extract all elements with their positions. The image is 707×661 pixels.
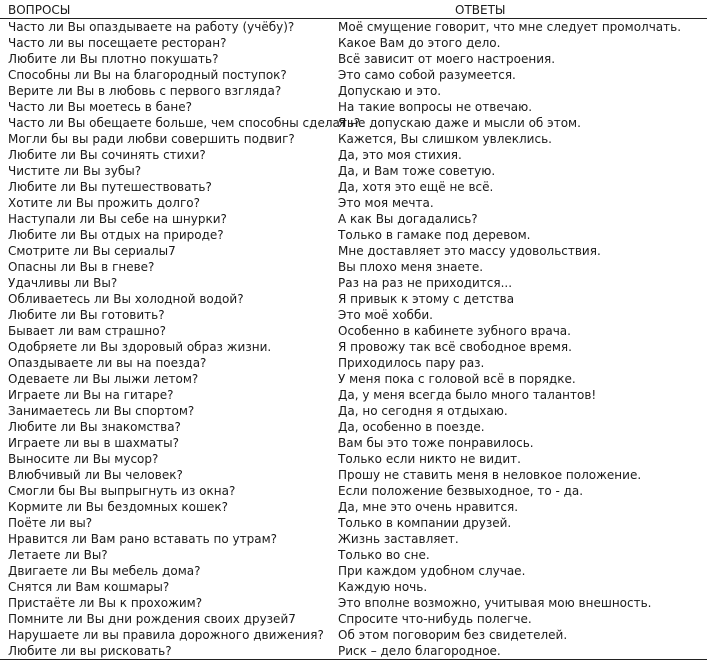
answer-cell: Какое Вам до этого дело.	[338, 36, 501, 50]
question-cell: Любите ли Вы путешествовать?	[8, 180, 212, 194]
question-cell: Любите ли Вы знакомства?	[8, 420, 181, 434]
table-row	[0, 355, 707, 371]
question-cell: Верите ли Вы в любовь с первого взгляда?	[8, 84, 282, 98]
question-cell: Способны ли Вы на благородный поступок?	[8, 68, 287, 82]
question-cell: Могли бы вы ради любви совершить подвиг?	[8, 132, 295, 146]
answer-cell: Приходилось пару раз.	[338, 356, 485, 370]
table-row	[0, 275, 707, 291]
table-row	[0, 547, 707, 563]
table-row	[0, 515, 707, 531]
answer-cell: Риск – дело благородное.	[338, 644, 501, 658]
answer-cell: Прошу не ставить меня в неловкое положение.	[338, 468, 642, 482]
answer-cell: Мне доставляет это массу удовольствия.	[338, 244, 601, 258]
question-cell: Нравится ли Вам рано вставать по утрам?	[8, 532, 277, 546]
question-cell: Нарушаете ли вы правила дорожного движения?	[8, 628, 324, 642]
answer-cell: При каждом удобном случае.	[338, 564, 526, 578]
answer-cell: Только во сне.	[338, 548, 430, 562]
question-cell: Поёте ли вы?	[8, 516, 93, 530]
table-row	[0, 147, 707, 163]
question-cell: Любите ли Вы готовить?	[8, 308, 165, 322]
answer-cell: Особенно в кабинете зубного врача.	[338, 324, 571, 338]
answer-cell: Всё зависит от моего настроения.	[338, 52, 556, 66]
answer-cell: Вам бы это тоже понравилось.	[338, 436, 534, 450]
questions-column-header: ВОПРОСЫ	[8, 3, 71, 17]
table-row	[0, 643, 707, 660]
question-cell: Занимаетесь ли Вы спортом?	[8, 404, 195, 418]
table-row	[0, 211, 707, 227]
table-row	[0, 227, 707, 243]
question-cell: Обливаетесь ли Вы холодной водой?	[8, 292, 244, 306]
answer-cell: Это моя мечта.	[338, 196, 434, 210]
table-row	[0, 531, 707, 547]
table-row	[0, 243, 707, 259]
answer-cell: Я не допускаю даже и мысли об этом.	[338, 116, 581, 130]
answer-cell: Это вполне возможно, учитывая мою внешность.	[338, 596, 652, 610]
table-header	[0, 0, 707, 19]
table-row	[0, 579, 707, 595]
answer-cell: Об этом поговорим без свидетелей.	[338, 628, 568, 642]
table-body	[0, 19, 707, 660]
answer-cell: Спросите что-нибудь полегче.	[338, 612, 532, 626]
table-row	[0, 435, 707, 451]
table-row	[0, 83, 707, 99]
table-row	[0, 307, 707, 323]
table-row	[0, 467, 707, 483]
answer-cell: Да, мне это очень нравится.	[338, 500, 519, 514]
question-cell: Одеваете ли Вы лыжи летом?	[8, 372, 199, 386]
answer-cell: Да, но сегодня я отдыхаю.	[338, 404, 508, 418]
answer-cell: Да, это моя стихия.	[338, 148, 462, 162]
question-cell: Играете ли вы в шахматы?	[8, 436, 180, 450]
question-cell: Хотите ли Вы прожить долго?	[8, 196, 200, 210]
table-row	[0, 451, 707, 467]
table-row	[0, 419, 707, 435]
table-row	[0, 339, 707, 355]
answer-cell: Это моё хобби.	[338, 308, 433, 322]
table-row	[0, 291, 707, 307]
question-cell: Летаете ли Вы?	[8, 548, 108, 562]
table-row	[0, 323, 707, 339]
question-cell: Пристаёте ли Вы к прохожим?	[8, 596, 203, 610]
question-cell: Часто ли вы посещаете ресторан?	[8, 36, 227, 50]
table-row	[0, 371, 707, 387]
answer-cell: Да, и Вам тоже советую.	[338, 164, 496, 178]
answer-cell: На такие вопросы не отвечаю.	[338, 100, 533, 114]
table-row	[0, 611, 707, 627]
question-cell: Выносите ли Вы мусор?	[8, 452, 159, 466]
table-row	[0, 19, 707, 35]
question-cell: Любите ли Вы сочинять стихи?	[8, 148, 206, 162]
table-row	[0, 115, 707, 131]
question-cell: Любите ли Вы плотно покушать?	[8, 52, 219, 66]
question-cell: Чистите ли Вы зубы?	[8, 164, 142, 178]
answer-cell: Да, особенно в поезде.	[338, 420, 485, 434]
question-cell: Опасны ли Вы в гневе?	[8, 260, 155, 274]
table-row	[0, 259, 707, 275]
question-cell: Часто ли Вы обещаете больше, чем способны сделать?	[8, 116, 361, 130]
question-cell: Смотрите ли Вы сериалы7	[8, 244, 176, 258]
answer-cell: Это само собой разумеется.	[338, 68, 516, 82]
question-cell: Удачливы ли Вы?	[8, 276, 118, 290]
question-cell: Смогли бы Вы выпрыгнуть из окна?	[8, 484, 236, 498]
answer-cell: Раз на раз не приходится...	[338, 276, 513, 290]
question-cell: Кормите ли Вы бездомных кошек?	[8, 500, 228, 514]
question-cell: Любите ли вы рисковать?	[8, 644, 172, 658]
answer-cell: Допускаю и это.	[338, 84, 442, 98]
question-cell: Бывает ли вам страшно?	[8, 324, 166, 338]
table-row	[0, 51, 707, 67]
answer-cell: А как Вы догадались?	[338, 212, 478, 226]
table-row	[0, 67, 707, 83]
answer-cell: Я привык к этому с детства	[338, 292, 515, 306]
table-row	[0, 563, 707, 579]
table-row	[0, 403, 707, 419]
answer-cell: Только если никто не видит.	[338, 452, 521, 466]
answer-cell: Жизнь заставляет.	[338, 532, 459, 546]
question-cell: Любите ли Вы отдых на природе?	[8, 228, 224, 242]
table-row	[0, 99, 707, 115]
answer-cell: Только в компании друзей.	[338, 516, 512, 530]
answer-cell: Я провожу так всё свободное время.	[338, 340, 572, 354]
table-row	[0, 35, 707, 51]
question-cell: Наступали ли Вы себе на шнурки?	[8, 212, 227, 226]
question-cell: Одобряете ли Вы здоровый образ жизни.	[8, 340, 272, 354]
answer-cell: Только в гамаке под деревом.	[338, 228, 531, 242]
question-cell: Часто ли Вы моетесь в бане?	[8, 100, 193, 114]
answer-cell: Вы плохо меня знаете.	[338, 260, 484, 274]
table-row	[0, 627, 707, 643]
table-row	[0, 595, 707, 611]
question-cell: Играете ли Вы на гитаре?	[8, 388, 174, 402]
question-cell: Влюбчивый ли Вы человек?	[8, 468, 183, 482]
answer-cell: Моё смущение говорит, что мне следует промолчать.	[338, 20, 682, 34]
question-cell: Помните ли Вы дни рождения своих друзей7	[8, 612, 296, 626]
table-row	[0, 163, 707, 179]
question-cell: Часто ли Вы опаздываете на работу (учёбу)?	[8, 20, 295, 34]
answer-cell: Кажется, Вы слишком увлеклись.	[338, 132, 552, 146]
table-row	[0, 179, 707, 195]
answer-cell: Да, хотя это ещё не всё.	[338, 180, 494, 194]
table-row	[0, 387, 707, 403]
answer-cell: Да, у меня всегда было много талантов!	[338, 388, 597, 402]
table-row	[0, 131, 707, 147]
answer-cell: У меня пока с головой всё в порядке.	[338, 372, 576, 386]
question-cell: Снятся ли Вам кошмары?	[8, 580, 170, 594]
answer-cell: Каждую ночь.	[338, 580, 428, 594]
answers-column-header: ОТВЕТЫ	[455, 3, 506, 17]
table-row	[0, 483, 707, 499]
question-cell: Двигаете ли Вы мебель дома?	[8, 564, 201, 578]
question-cell: Опаздываете ли вы на поезда?	[8, 356, 207, 370]
table-row	[0, 499, 707, 515]
table-row	[0, 195, 707, 211]
answer-cell: Если положение безвыходное, то - да.	[338, 484, 584, 498]
